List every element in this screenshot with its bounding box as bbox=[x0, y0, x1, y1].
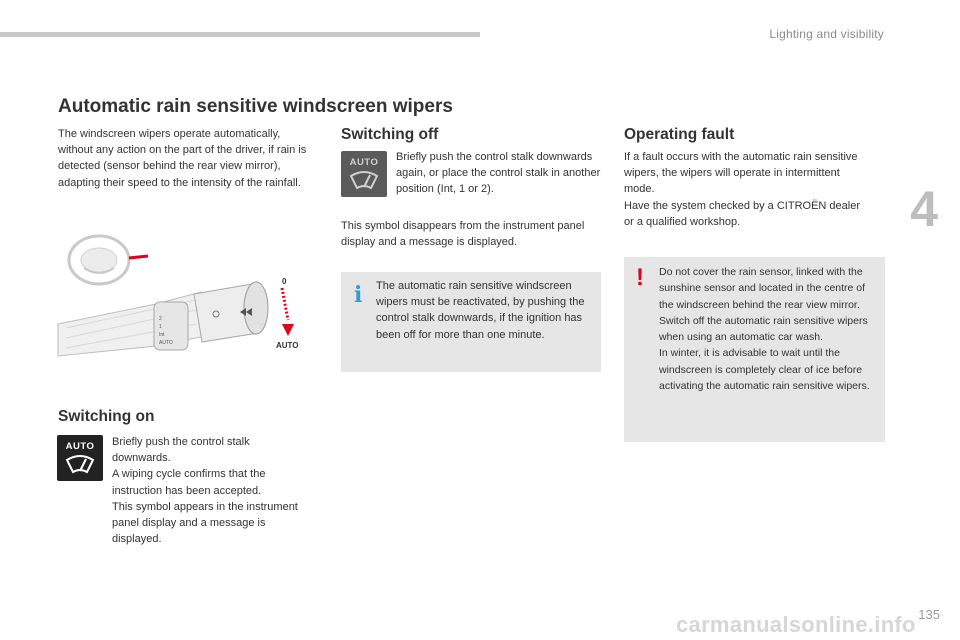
info-icon: i bbox=[354, 282, 363, 308]
warning-text: Do not cover the rain sensor, linked with the sunshine sensor and located in the centre of the windscreen behind the rear view mirror. Switch off the automatic rain sensitive wipers when using an automatic car wash. In winter, it is advisable to wait until the windscreen is completely clear of ice before activating the automatic rain sensitive wipers. bbox=[659, 266, 870, 393]
header-bar bbox=[0, 32, 480, 37]
auto-symbol-label-off: AUTO bbox=[349, 157, 379, 168]
switching-off-text-2: This symbol disappears from the instrument panel display and a message is displayed. bbox=[341, 220, 585, 249]
switching-on-heading: Switching on bbox=[58, 408, 155, 425]
svg-text:AUTO: AUTO bbox=[159, 340, 173, 346]
stalk-label-auto: AUTO bbox=[276, 341, 299, 350]
page-title: Automatic rain sensitive windscreen wipers bbox=[58, 96, 453, 117]
wiper-stalk bbox=[58, 282, 268, 356]
info-box bbox=[341, 272, 601, 372]
auto-symbol-label: AUTO bbox=[65, 441, 95, 452]
svg-text:Int: Int bbox=[159, 332, 165, 338]
info-text: The automatic rain sensitive windscreen wipers must be reactivated, by pushing the control stalk downwards, if the ignition has been off for more than one minute. bbox=[376, 280, 585, 341]
operating-fault-text: If a fault occurs with the automatic rain sensitive wipers, the wipers will operate in intermittent mode. Have the system checked by a CITROËN dealer or a qualified workshop. bbox=[624, 151, 860, 228]
warning-icon: ! bbox=[636, 264, 644, 291]
page-number: 135 bbox=[918, 607, 940, 622]
svg-text:2: 2 bbox=[159, 316, 162, 322]
switching-off-text: Briefly push the control stalk downwards again, or place the control stalk in another position (Int, 1 or 2). bbox=[396, 151, 601, 196]
auto-wiper-symbol-off bbox=[341, 151, 387, 197]
control-stalk-illustration bbox=[56, 228, 306, 368]
chapter-number: 4 bbox=[910, 181, 938, 237]
wiper-icon bbox=[65, 454, 95, 474]
warning-box bbox=[624, 257, 885, 442]
chapter-title: Lighting and visibility bbox=[769, 27, 884, 41]
stalk-label-zero: 0 bbox=[282, 277, 287, 286]
switching-off-heading: Switching off bbox=[341, 126, 439, 143]
wiper-icon bbox=[349, 170, 379, 190]
steering-wheel-icon bbox=[69, 236, 148, 284]
switching-on-text: Briefly push the control stalk downwards. A wiping cycle confirms that the instruction has been accepted. This symbol appears in the instrument panel display and a message is displayed. bbox=[112, 436, 298, 546]
intro-text: The windscreen wipers operate automatically, without any action on the part of the driver, if rain is detected (sensor behind the rear view mirror), adapting their speed to the intensity of the rainfall. bbox=[58, 128, 307, 189]
svg-text:1: 1 bbox=[159, 324, 162, 330]
watermark: carmanualsonline.info bbox=[676, 612, 916, 637]
operating-fault-heading: Operating fault bbox=[624, 126, 735, 143]
push-down-arrow-icon bbox=[282, 288, 294, 336]
auto-wiper-symbol bbox=[57, 435, 103, 481]
